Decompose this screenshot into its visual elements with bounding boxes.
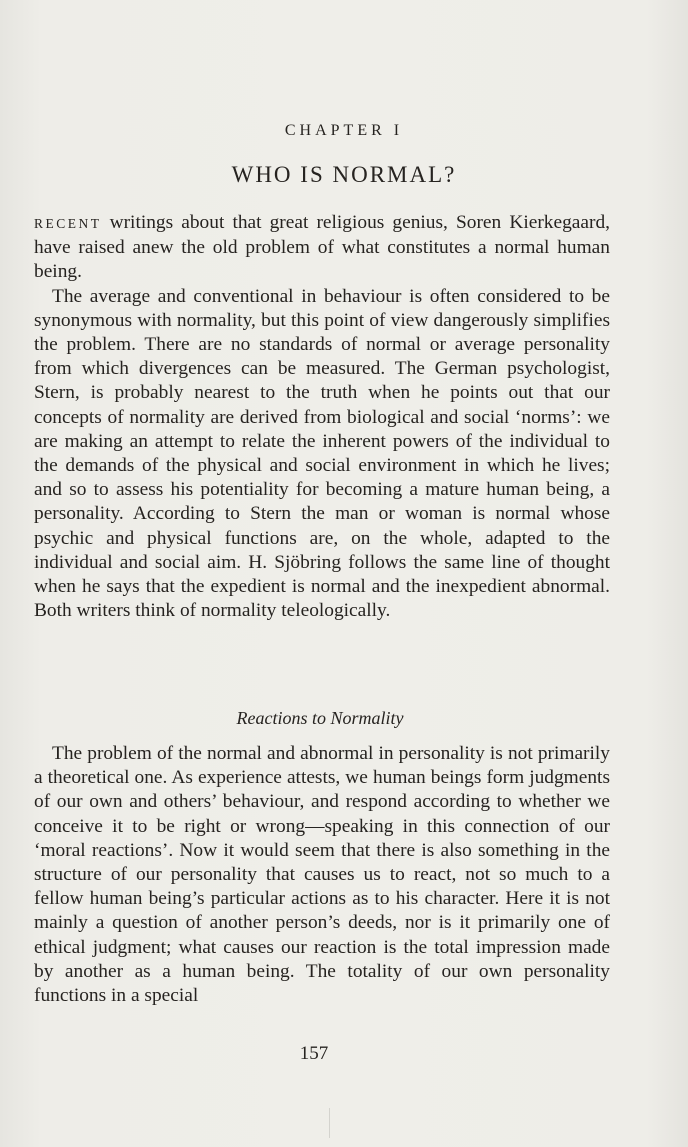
section-2-body xyxy=(34,742,610,1008)
paragraph-3: The problem of the normal and abnormal in personality is not primarily a theoretical one. As experience attests, we human beings form judgments of our own and others’ behaviour, and respond according to whether we conceive it to be right or wrong—speaking in this connection of our ‘moral reactions’. Now it would seem that there is also something in the structure of our personality that causes us to react, not so much to a fellow human being’s particular actions as to his character. Here it is not mainly a question of another person’s deeds, nor is it primarily one of ethical judgment; what causes our reaction is the total impression made by another as a human being. The totality of our own personality functions in a special xyxy=(34,743,610,1007)
page-number: 157 xyxy=(299,1043,329,1064)
chapter-title: WHO IS NORMAL? xyxy=(231,162,457,187)
paragraph-1 xyxy=(34,211,610,285)
chapter-label: CHAPTER I xyxy=(284,122,404,139)
section-1-body xyxy=(34,211,610,623)
paragraph-1-leadin: RECENT xyxy=(34,216,102,231)
page-fold-mark xyxy=(329,1108,330,1138)
paragraph-1-text: writings about that great religious genius, Soren Kierkegaard, have raised anew the old problem of what constitutes a normal human being. xyxy=(34,212,610,283)
section-heading: Reactions to Normality xyxy=(236,708,404,728)
paragraph-2: The average and conventional in behaviour is often considered to be synonymous with normality, but this point of view dangerously simplifies the problem. There are no standards of normal or average personality from which divergences can be measured. The German psychologist, Stern, is probably nearest to the truth when he points out that our concepts of normality are derived from biological and social ‘norms’: we are making an attempt to relate the inherent powers of the individual to the demands of the physical and social environment in which he lives; and so to assess his potentiality for becoming a mature human being, a personality. According to Stern the man or woman is normal whose psychic and physical functions are, on the whole, adapted to the individual and social aim. H. Sjöbring follows the same line of thought when he says that the expedient is normal and the inexpedient abnormal. Both writers think of normality teleologically. xyxy=(34,285,610,622)
